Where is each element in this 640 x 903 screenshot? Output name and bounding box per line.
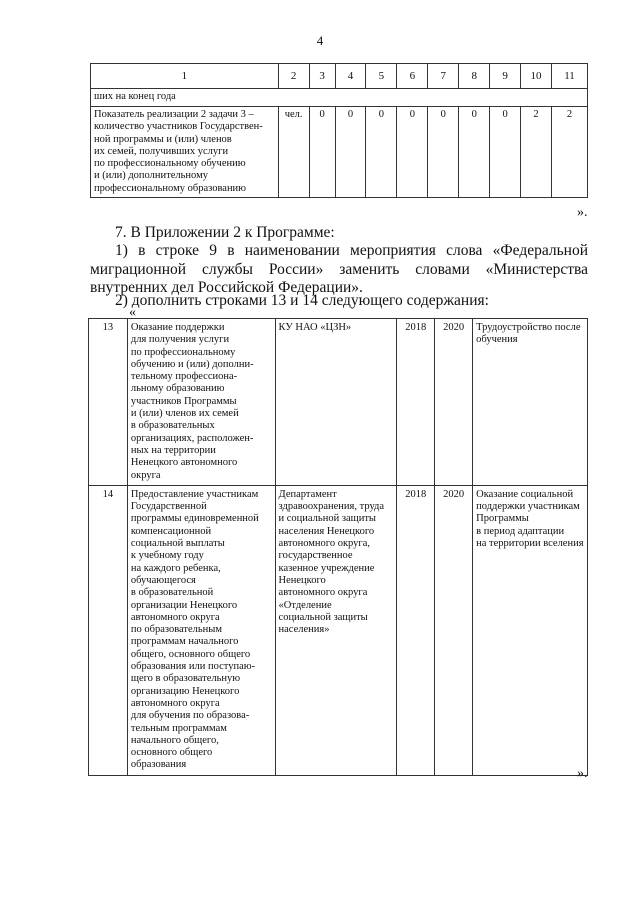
table-row bbox=[91, 89, 588, 107]
value-cell: 0 bbox=[490, 107, 521, 198]
start-year: 2018 bbox=[397, 485, 435, 775]
header-cell: 2 bbox=[278, 64, 309, 89]
table-row bbox=[89, 485, 588, 775]
header-cell: 5 bbox=[366, 64, 397, 89]
header-cell: 6 bbox=[397, 64, 428, 89]
indicator-table bbox=[90, 63, 588, 198]
activities-table bbox=[88, 318, 588, 776]
value-cell: 0 bbox=[459, 107, 490, 198]
page-number: 4 bbox=[316, 33, 324, 48]
result-cell: Оказание социальной поддержки участникам Программы в период адаптации на территории вселения bbox=[473, 485, 588, 775]
header-cell: 1 bbox=[91, 64, 279, 89]
indicator-label: Показатель реализации 2 задачи 3 – количество участников Государствен- ной программы и (или) членов их семей, получивших услуги по профессиональному обучению и (или) дополнительному профессиональному образованию bbox=[91, 107, 279, 198]
value-cell: 2 bbox=[552, 107, 588, 198]
header-cell: 9 bbox=[490, 64, 521, 89]
value-cell: 2 bbox=[521, 107, 552, 198]
activity-cell: Предоставление участникам Государственной программы единовременной компенсационной социальной выплаты к учебному году на каждого ребенка, обучающегося в образовательной организации Ненецкого автономного округа по образовательным программам начального общего, основного общего образования или поступаю- щего в образовательную организацию Ненецкого автономного округа для обучения по образова- тельным программам начального общего, основного общего образования bbox=[127, 485, 275, 775]
paragraph-amendment-2: 2) дополнить строками 13 и 14 следующего содержания: bbox=[115, 292, 489, 309]
activity-cell: Оказание поддержки для получения услуги по профессиональному обучению и (или) дополни- тельному профессиона- льному образованию участников Программы и (или) членов их семей в образовательных организациях, расположен- ных на территории Ненецкого автономного округа bbox=[127, 319, 275, 486]
table-header-row bbox=[91, 64, 588, 89]
paragraph-heading: 7. В Приложении 2 к Программе: bbox=[115, 224, 335, 241]
paragraph-amendment-1 bbox=[90, 242, 588, 298]
closing-quote: ». bbox=[577, 205, 588, 220]
value-cell: 0 bbox=[366, 107, 397, 198]
table-row bbox=[91, 107, 588, 198]
continuation-cell: ших на конец года bbox=[91, 89, 588, 107]
header-cell: 7 bbox=[428, 64, 459, 89]
unit-cell: чел. bbox=[278, 107, 309, 198]
end-year: 2020 bbox=[435, 319, 473, 486]
row-number: 13 bbox=[89, 319, 128, 486]
opening-quote: « bbox=[129, 305, 136, 320]
start-year: 2018 bbox=[397, 319, 435, 486]
row-number: 14 bbox=[89, 485, 128, 775]
table-row bbox=[89, 319, 588, 486]
value-cell: 0 bbox=[309, 107, 335, 198]
executor-cell: КУ НАО «ЦЗН» bbox=[275, 319, 397, 486]
closing-quote: ». bbox=[577, 766, 588, 781]
value-cell: 0 bbox=[397, 107, 428, 198]
value-cell: 0 bbox=[428, 107, 459, 198]
value-cell: 0 bbox=[335, 107, 366, 198]
header-cell: 4 bbox=[335, 64, 366, 89]
result-cell: Трудоустройство после обучения bbox=[473, 319, 588, 486]
header-cell: 11 bbox=[552, 64, 588, 89]
end-year: 2020 bbox=[435, 485, 473, 775]
header-cell: 10 bbox=[521, 64, 552, 89]
paragraph-text: 1) в строке 9 в наименовании мероприятия слова «Федеральной миграционной службы России» заменить словами «Министерства внутренних дел Российской Федерации». bbox=[90, 242, 588, 296]
header-cell: 3 bbox=[309, 64, 335, 89]
executor-cell: Департамент здравоохранения, труда и социальной защиты населения Ненецкого автономного округа, государственное казенное учреждение Ненецкого автономного округа «Отделение социальной защиты населения» bbox=[275, 485, 397, 775]
header-cell: 8 bbox=[459, 64, 490, 89]
